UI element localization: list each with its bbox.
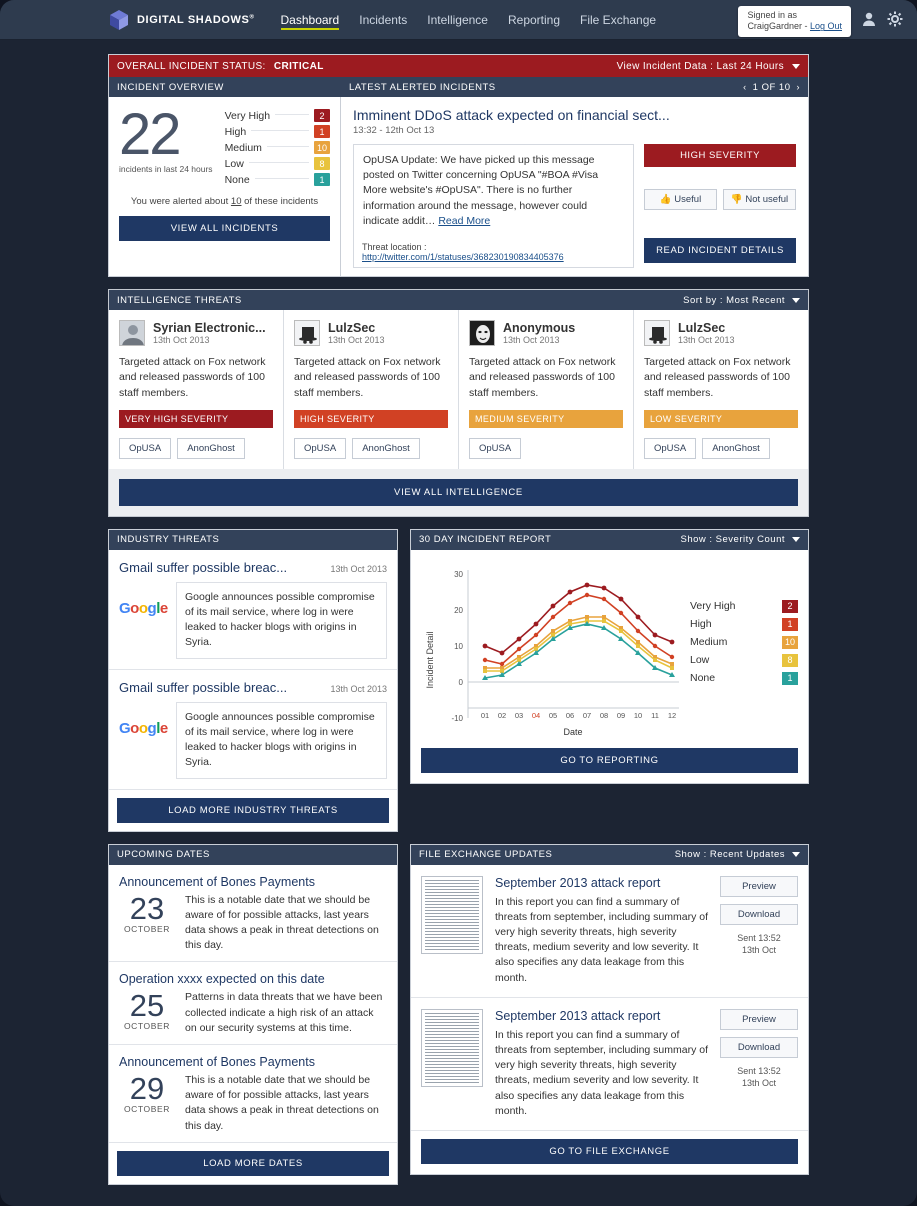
chart-svg bbox=[421, 560, 689, 740]
upcoming-date-item[interactable] bbox=[109, 1045, 397, 1143]
month: OCTOBER bbox=[123, 1021, 171, 1032]
brand-logo[interactable] bbox=[108, 9, 255, 31]
svg-text:10: 10 bbox=[633, 710, 643, 720]
svg-text:0: 0 bbox=[458, 677, 463, 687]
intelligence-card[interactable] bbox=[284, 310, 459, 469]
status-value: CRITICAL bbox=[273, 60, 324, 72]
user-icon[interactable] bbox=[861, 11, 877, 27]
file-exchange-item[interactable] bbox=[411, 998, 808, 1131]
svg-text:30: 30 bbox=[454, 569, 463, 579]
mid-section bbox=[108, 529, 809, 844]
sent-date: 13th Oct bbox=[741, 1077, 777, 1088]
severity-count: 10 bbox=[314, 141, 330, 154]
thumbs-up-icon: 👍 bbox=[659, 194, 672, 205]
threat-description: Targeted attack on Fox network and released passwords of 100 staff members. bbox=[294, 356, 441, 399]
upcoming-dates-header bbox=[109, 845, 397, 865]
divider bbox=[275, 114, 309, 115]
view-all-incidents-button[interactable]: VIEW ALL INCIDENTS bbox=[119, 216, 330, 241]
svg-text:04: 04 bbox=[531, 710, 541, 720]
incident-report-panel bbox=[410, 529, 809, 784]
threat-location bbox=[353, 237, 634, 268]
industry-threat-title: Gmail suffer possible breac... bbox=[119, 559, 288, 575]
svg-text:10: 10 bbox=[454, 641, 463, 651]
legend-count: 2 bbox=[782, 600, 798, 613]
threat-location-link[interactable]: http://twitter.com/1/statuses/368230190834405376 bbox=[362, 252, 564, 263]
upcoming-date-title: Operation xxxx expected on this date bbox=[119, 972, 325, 987]
sent-date: 13th Oct bbox=[741, 944, 777, 955]
month: OCTOBER bbox=[123, 1104, 171, 1115]
latest-alerted-incidents-header bbox=[341, 77, 808, 97]
divider bbox=[255, 178, 309, 179]
svg-text:07: 07 bbox=[582, 710, 592, 720]
file-title: September 2013 attack report bbox=[495, 1008, 661, 1023]
upcoming-date-text: This is a notable date that we should be aware of for possible attacks, last years data shows a peak in threat detections on this day. bbox=[185, 893, 379, 952]
threat-tag[interactable]: AnonGhost bbox=[352, 438, 420, 459]
threat-description: Targeted attack on Fox network and released passwords of 100 staff members. bbox=[119, 356, 266, 399]
divider bbox=[249, 162, 309, 163]
upcoming-date-number bbox=[119, 990, 175, 1031]
nav-item-incidents[interactable]: Incidents bbox=[359, 12, 408, 27]
severity-row-medium bbox=[225, 141, 330, 154]
upcoming-date-title: Announcement of Bones Payments bbox=[119, 874, 315, 889]
threat-severity-badge: LOW SEVERITY bbox=[644, 410, 798, 428]
threat-severity-badge: MEDIUM SEVERITY bbox=[469, 410, 623, 428]
industry-threats-title: INDUSTRY THREATS bbox=[117, 534, 220, 546]
legend-row-none bbox=[690, 672, 798, 685]
read-incident-details-button[interactable]: READ INCIDENT DETAILS bbox=[644, 238, 796, 263]
read-more-link[interactable]: Read More bbox=[438, 214, 491, 227]
download-button[interactable]: Download bbox=[720, 904, 798, 925]
intelligence-card[interactable] bbox=[459, 310, 634, 469]
incident-summary bbox=[109, 97, 341, 276]
industry-threats-header bbox=[109, 530, 397, 550]
intelligence-threats-title: INTELLIGENCE THREATS bbox=[117, 294, 242, 306]
brand-name: DIGITAL SHADOWS® bbox=[137, 13, 255, 26]
next-icon[interactable]: › bbox=[796, 82, 800, 92]
industry-threat-text: Google announces possible compromise of its mail service, where log in were leaked to hacker blogs with origins in Syria. bbox=[176, 702, 387, 779]
document-thumbnail-icon bbox=[421, 1009, 483, 1087]
threat-tag[interactable]: AnonGhost bbox=[702, 438, 770, 459]
threat-description: Targeted attack on Fox network and released passwords of 100 staff members. bbox=[644, 356, 791, 399]
incident-report-title: 30 DAY INCIDENT REPORT bbox=[419, 534, 552, 546]
thumbs-down-icon: 👎 bbox=[730, 194, 743, 205]
upcoming-dates-title: UPCOMING DATES bbox=[117, 849, 210, 860]
severity-label: Medium bbox=[224, 141, 262, 154]
chevron-down-icon bbox=[792, 64, 800, 69]
svg-text:06: 06 bbox=[565, 710, 575, 720]
nav-item-dashboard[interactable]: Dashboard bbox=[281, 10, 340, 30]
intelligence-threats-panel bbox=[108, 289, 809, 517]
overall-incident-status-bar bbox=[109, 55, 808, 77]
threat-actor-name: Syrian Electronic... bbox=[153, 321, 266, 336]
severity-label: Very High bbox=[224, 109, 271, 122]
load-more-industry-threats-button[interactable]: LOAD MORE INDUSTRY THREATS bbox=[117, 798, 389, 823]
signed-in-user: CraigGardner bbox=[747, 21, 802, 32]
report-show-select[interactable] bbox=[681, 534, 801, 545]
upcoming-date-item[interactable] bbox=[109, 865, 397, 963]
threat-actor-name: LulzSec bbox=[678, 321, 726, 336]
sent-time: Sent 13:52 bbox=[737, 1065, 781, 1076]
incident-count: 22 bbox=[119, 102, 180, 167]
dashboard-page bbox=[0, 40, 917, 1197]
google-logo: Google bbox=[119, 719, 168, 737]
threat-actor-name: Anonymous bbox=[503, 321, 576, 336]
threat-date: 13th Oct 2013 bbox=[678, 335, 735, 346]
incident-overview-title: INCIDENT OVERVIEW bbox=[117, 81, 224, 93]
nav-item-reporting[interactable]: Reporting bbox=[507, 12, 561, 27]
severity-count: 8 bbox=[314, 157, 330, 170]
chevron-down-icon bbox=[792, 852, 800, 857]
intelligence-sort-label: Sort by : Most Recent bbox=[683, 294, 785, 306]
google-logo: Google bbox=[119, 599, 168, 617]
chevron-down-icon bbox=[792, 298, 800, 303]
file-exchange-header bbox=[411, 845, 808, 865]
severity-label: None bbox=[224, 173, 250, 186]
bottom-section bbox=[108, 844, 809, 1197]
day: 23 bbox=[129, 890, 165, 926]
upcoming-date-number bbox=[119, 890, 175, 934]
svg-text:12: 12 bbox=[667, 710, 677, 720]
svg-text:11: 11 bbox=[651, 710, 659, 720]
signed-in-label: Signed in as bbox=[747, 10, 797, 20]
legend-count: 1 bbox=[782, 672, 798, 685]
industry-threat-date: 13th Oct 2013 bbox=[330, 683, 387, 694]
severity-row-high bbox=[225, 125, 330, 138]
severity-row-low bbox=[225, 157, 330, 170]
load-more-dates-button[interactable]: LOAD MORE DATES bbox=[117, 1151, 389, 1176]
incident-data-range-label: View Incident Data : Last 24 Hours bbox=[616, 60, 784, 72]
upcoming-date-title: Announcement of Bones Payments bbox=[119, 1055, 315, 1070]
not-useful-button[interactable] bbox=[723, 189, 796, 210]
digital-shadows-logo-icon bbox=[108, 9, 130, 31]
severity-count: 1 bbox=[314, 125, 330, 138]
useful-button[interactable] bbox=[644, 189, 717, 210]
upcoming-dates-panel bbox=[108, 844, 398, 1185]
svg-text:-10: -10 bbox=[451, 713, 463, 723]
download-button[interactable]: Download bbox=[720, 1037, 798, 1058]
legend-label: High bbox=[690, 618, 712, 631]
upcoming-date-text: This is a notable date that we should be aware of for possible attacks, last years data shows a peak in threat detections on this day. bbox=[185, 1074, 379, 1132]
severity-label: High bbox=[224, 125, 247, 138]
chevron-down-icon bbox=[792, 537, 800, 542]
intelligence-cards bbox=[109, 310, 808, 469]
intelligence-threats-header bbox=[109, 290, 808, 310]
svg-text:Incident Detail: Incident Detail bbox=[425, 631, 435, 689]
month: OCTOBER bbox=[123, 923, 171, 934]
file-exchange-panel bbox=[410, 844, 809, 1176]
legend-label: None bbox=[690, 672, 716, 685]
legend-label: Low bbox=[690, 654, 710, 667]
legend-count: 8 bbox=[782, 654, 798, 667]
file-title: September 2013 attack report bbox=[495, 875, 661, 890]
day: 25 bbox=[129, 988, 165, 1024]
legend-count: 1 bbox=[782, 618, 798, 631]
threat-date: 13th Oct 2013 bbox=[503, 335, 560, 346]
severity-row-none bbox=[225, 173, 330, 186]
alerted-note-post: of these incidents bbox=[244, 196, 319, 207]
threat-location-label: Threat location : bbox=[362, 242, 427, 253]
industry-threat-item[interactable] bbox=[109, 550, 397, 670]
severity-count: 2 bbox=[314, 109, 330, 122]
alert-body bbox=[353, 144, 634, 238]
alert-body-text: OpUSA Update: We have picked up this message posted on Twitter concerning OpUSA "#BOA #Visa More website's #OpUSA". There is no further information around the message, however could indicate addit… bbox=[363, 154, 599, 227]
threat-severity-badge: VERY HIGH SEVERITY bbox=[119, 410, 273, 428]
not-useful-label: Not useful bbox=[745, 194, 789, 205]
nav-item-file-exchange[interactable]: File Exchange bbox=[580, 12, 657, 27]
incident-overview-panel bbox=[108, 54, 809, 277]
incident-pager[interactable] bbox=[743, 82, 800, 93]
threat-tag[interactable]: OpUSA bbox=[644, 438, 696, 459]
syrian-electronic-army-avatar bbox=[119, 320, 145, 346]
alert-timestamp: 13:32 - 12th Oct 13 bbox=[353, 125, 435, 136]
industry-threats-panel bbox=[108, 529, 398, 832]
svg-text:Date: Date bbox=[563, 726, 583, 737]
alerted-note-count: 10 bbox=[230, 196, 242, 207]
report-show-label: Show : Severity Count bbox=[680, 534, 785, 546]
legend-row-very-high bbox=[690, 600, 798, 613]
svg-text:02: 02 bbox=[497, 710, 507, 720]
severity-breakdown-list bbox=[225, 107, 330, 189]
svg-text:09: 09 bbox=[616, 710, 626, 720]
threat-date: 13th Oct 2013 bbox=[153, 335, 210, 346]
severity-label: Low bbox=[224, 157, 244, 170]
svg-text:03: 03 bbox=[514, 710, 524, 720]
nav-items bbox=[281, 10, 657, 30]
divider bbox=[267, 146, 309, 147]
svg-text:01: 01 bbox=[480, 710, 490, 720]
top-navigation-bar bbox=[0, 0, 917, 40]
incident-line-chart bbox=[421, 560, 690, 740]
legend-row-low bbox=[690, 654, 798, 667]
file-exchange-title: FILE EXCHANGE UPDATES bbox=[419, 849, 553, 860]
go-to-reporting-button[interactable]: GO TO REPORTING bbox=[421, 748, 798, 773]
alerted-note bbox=[119, 196, 330, 207]
threat-actor-name: LulzSec bbox=[328, 321, 376, 336]
nav-item-intelligence[interactable]: Intelligence bbox=[427, 12, 488, 27]
incident-report-header bbox=[411, 530, 808, 550]
legend-count: 10 bbox=[782, 636, 798, 649]
threat-tag[interactable]: AnonGhost bbox=[177, 438, 245, 459]
svg-text:20: 20 bbox=[454, 605, 463, 615]
severity-row-very-high bbox=[225, 109, 330, 122]
preview-button[interactable]: Preview bbox=[720, 876, 798, 897]
legend-label: Very High bbox=[690, 600, 736, 613]
useful-label: Useful bbox=[674, 194, 702, 205]
threat-description: Targeted attack on Fox network and released passwords of 100 staff members. bbox=[469, 356, 616, 399]
alerted-note-pre: You were alerted about bbox=[130, 196, 229, 207]
legend-label: Medium bbox=[690, 636, 728, 649]
industry-threat-item[interactable] bbox=[109, 670, 397, 790]
legend-row-high bbox=[690, 618, 798, 631]
upcoming-date-item[interactable] bbox=[109, 962, 397, 1045]
threat-tag[interactable]: OpUSA bbox=[294, 438, 346, 459]
file-exchange-show-select[interactable] bbox=[675, 849, 800, 860]
svg-text:05: 05 bbox=[548, 710, 558, 720]
pager-label: 1 OF 10 bbox=[752, 81, 791, 93]
industry-threat-text: Google announces possible compromise of its mail service, where log in were leaked to hacker blogs with origins in Syria. bbox=[176, 582, 387, 659]
severity-count: 1 bbox=[314, 173, 330, 186]
go-to-file-exchange-button[interactable]: GO TO FILE EXCHANGE bbox=[421, 1139, 798, 1164]
upcoming-date-text: Patterns in data threats that we have been collected indicate a high risk of an attack on our security systems at this time. bbox=[185, 991, 383, 1034]
upcoming-date-number bbox=[119, 1073, 175, 1114]
threat-severity-badge: HIGH SEVERITY bbox=[294, 410, 448, 428]
prev-icon[interactable]: ‹ bbox=[743, 82, 747, 92]
file-description: In this report you can find a summary of threats from september, including summary of very high severity threats, high severity threats, medium severity and low severity. It also specifies any data leakage from this month. bbox=[495, 1028, 709, 1117]
day: 29 bbox=[129, 1071, 165, 1107]
threat-tag[interactable]: OpUSA bbox=[119, 438, 171, 459]
threat-tag[interactable]: OpUSA bbox=[469, 438, 521, 459]
gear-icon[interactable] bbox=[887, 11, 903, 27]
lulzsec-avatar bbox=[294, 320, 320, 346]
view-all-intelligence-button[interactable]: VIEW ALL INTELLIGENCE bbox=[119, 479, 798, 506]
chart-legend bbox=[690, 560, 798, 740]
logout-link[interactable]: Log Out bbox=[809, 21, 842, 32]
alert-severity-badge: HIGH SEVERITY bbox=[644, 144, 796, 167]
incident-data-range-select[interactable] bbox=[617, 61, 800, 72]
legend-row-medium bbox=[690, 636, 798, 649]
signed-in-box: Signed in as CraigGardner - Log Out bbox=[738, 6, 851, 37]
file-exchange-item[interactable] bbox=[411, 865, 808, 998]
document-thumbnail-icon bbox=[421, 876, 483, 954]
file-description: In this report you can find a summary of threats from september, including summary of very high severity threats, high severity threats, medium severity and low severity. It also specifies any data leakage from this month. bbox=[495, 895, 709, 984]
file-sent-info bbox=[720, 1065, 798, 1089]
industry-threat-date: 13th Oct 2013 bbox=[330, 563, 387, 574]
divider bbox=[251, 130, 309, 131]
svg-text:08: 08 bbox=[599, 710, 609, 720]
status-label: OVERALL INCIDENT STATUS: bbox=[117, 60, 266, 72]
threat-date: 13th Oct 2013 bbox=[328, 335, 385, 346]
file-exchange-show-label: Show : Recent Updates bbox=[674, 849, 785, 860]
alert-sidebar bbox=[644, 144, 796, 268]
lulzsec-avatar bbox=[644, 320, 670, 346]
intelligence-card[interactable] bbox=[634, 310, 808, 469]
incident-count-caption: incidents in last 24 hours bbox=[119, 164, 213, 175]
incident-overview-header bbox=[109, 77, 341, 97]
alert-headline[interactable]: Imminent DDoS attack expected on financial sect... bbox=[353, 107, 670, 123]
latest-alert-detail bbox=[341, 97, 808, 276]
intelligence-card[interactable] bbox=[109, 310, 284, 469]
file-sent-info bbox=[720, 932, 798, 956]
sent-time: Sent 13:52 bbox=[737, 932, 781, 943]
intelligence-sort-select[interactable] bbox=[683, 295, 800, 306]
anonymous-avatar bbox=[469, 320, 495, 346]
latest-alerted-title: LATEST ALERTED INCIDENTS bbox=[349, 81, 496, 93]
industry-threat-title: Gmail suffer possible breac... bbox=[119, 679, 288, 695]
preview-button[interactable]: Preview bbox=[720, 1009, 798, 1030]
